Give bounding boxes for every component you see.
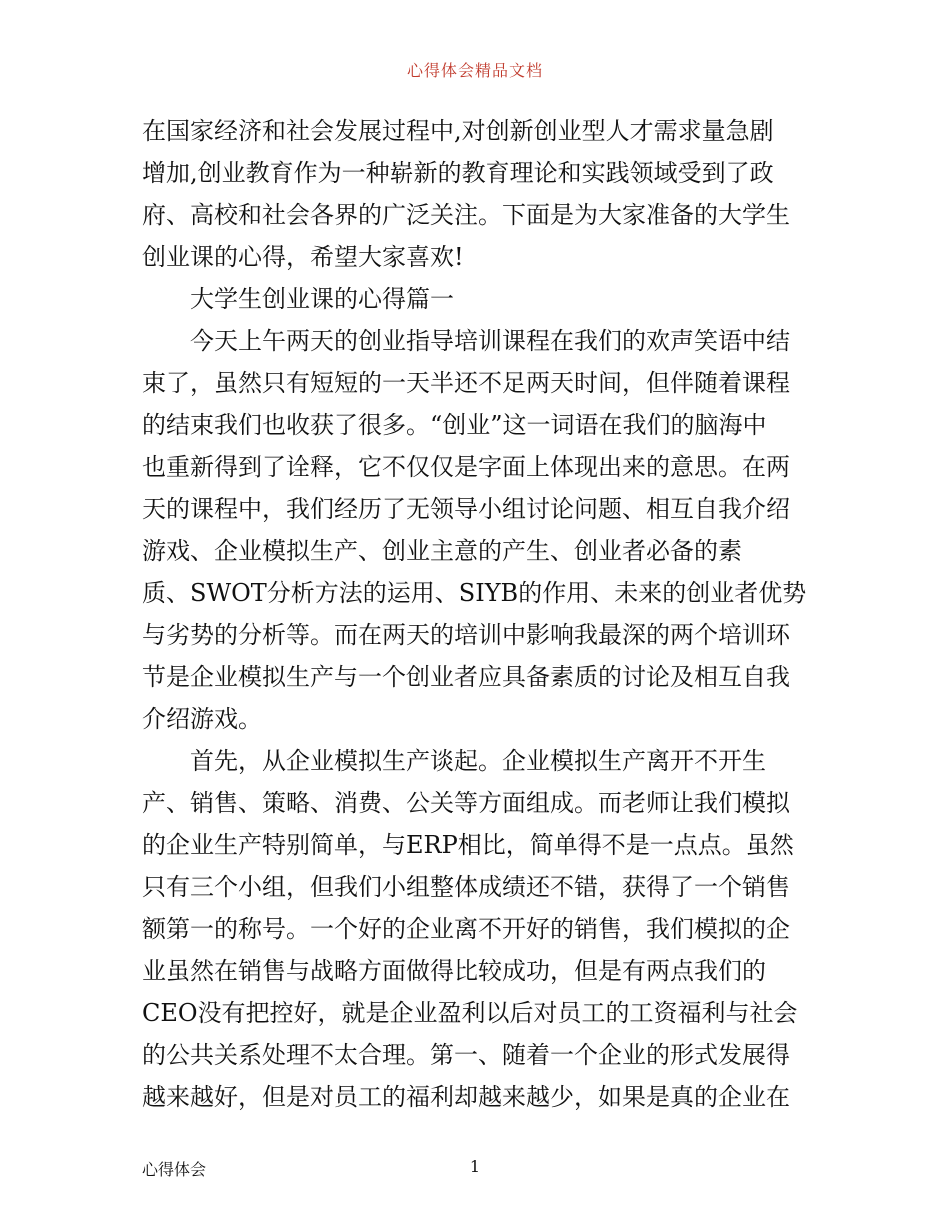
- body-line: 只有三个小组，但我们小组整体成绩还不错，获得了一个销售: [142, 873, 790, 901]
- body-line: 与劣势的分析等。而在两天的培训中影响我最深的两个培训环: [142, 621, 790, 649]
- body-line: 业虽然在销售与战略方面做得比较成功，但是有两点我们的: [142, 957, 766, 985]
- body-line: 的结束我们也收获了很多。“创业”这一词语在我们的脑海中: [142, 411, 767, 439]
- body-line: 府、高校和社会各界的广泛关注。下面是为大家准备的大学生: [142, 201, 790, 229]
- body-line: 游戏、企业模拟生产、创业主意的产生、创业者必备的素: [142, 537, 742, 565]
- body-line: 今天上午两天的创业指导培训课程在我们的欢声笑语中结: [142, 327, 790, 355]
- body-line: 越来越好，但是对员工的福利却越来越少，如果是真的企业在: [142, 1083, 790, 1111]
- body-line: 在国家经济和社会发展过程中,对创新创业型人才需求量急剧: [142, 117, 774, 145]
- body-line: 产、销售、策略、消费、公关等方面组成。而老师让我们模拟: [142, 789, 790, 817]
- body-line: 质、SWOT分析方法的运用、SIYB的作用、未来的创业者优势: [142, 579, 807, 607]
- body-line: 的公共关系处理不太合理。第一、随着一个企业的形式发展得: [142, 1041, 790, 1069]
- footer-label: 心得体会: [142, 1160, 207, 1179]
- page-number: 1: [469, 1157, 481, 1176]
- body-line: 束了，虽然只有短短的一天半还不足两天时间，但伴随着课程: [142, 369, 790, 397]
- section-heading: 大学生创业课的心得篇一: [142, 285, 454, 313]
- document-body: [142, 110, 812, 1118]
- body-line: 也重新得到了诠释，它不仅仅是字面上体现出来的意思。在两: [142, 453, 790, 481]
- body-line: CEO没有把控好，就是企业盈利以后对员工的工资福利与社会: [142, 999, 798, 1027]
- body-line: 的企业生产特别简单，与ERP相比，简单得不是一点点。虽然: [142, 831, 794, 859]
- page-header-title: 心得体会精品文档: [406, 61, 543, 80]
- body-line: 首先，从企业模拟生产谈起。企业模拟生产离开不开生: [142, 747, 766, 775]
- body-line: 创业课的心得，希望大家喜欢!: [142, 243, 464, 271]
- body-line: 介绍游戏。: [142, 705, 262, 733]
- body-line: 额第一的称号。一个好的企业离不开好的销售，我们模拟的企: [142, 915, 790, 943]
- body-line: 增加,创业教育作为一种崭新的教育理论和实践领域受到了政: [142, 159, 774, 187]
- body-line: 天的课程中，我们经历了无领导小组讨论问题、相互自我介绍: [142, 495, 790, 523]
- body-line: 节是企业模拟生产与一个创业者应具备素质的讨论及相互自我: [142, 663, 790, 691]
